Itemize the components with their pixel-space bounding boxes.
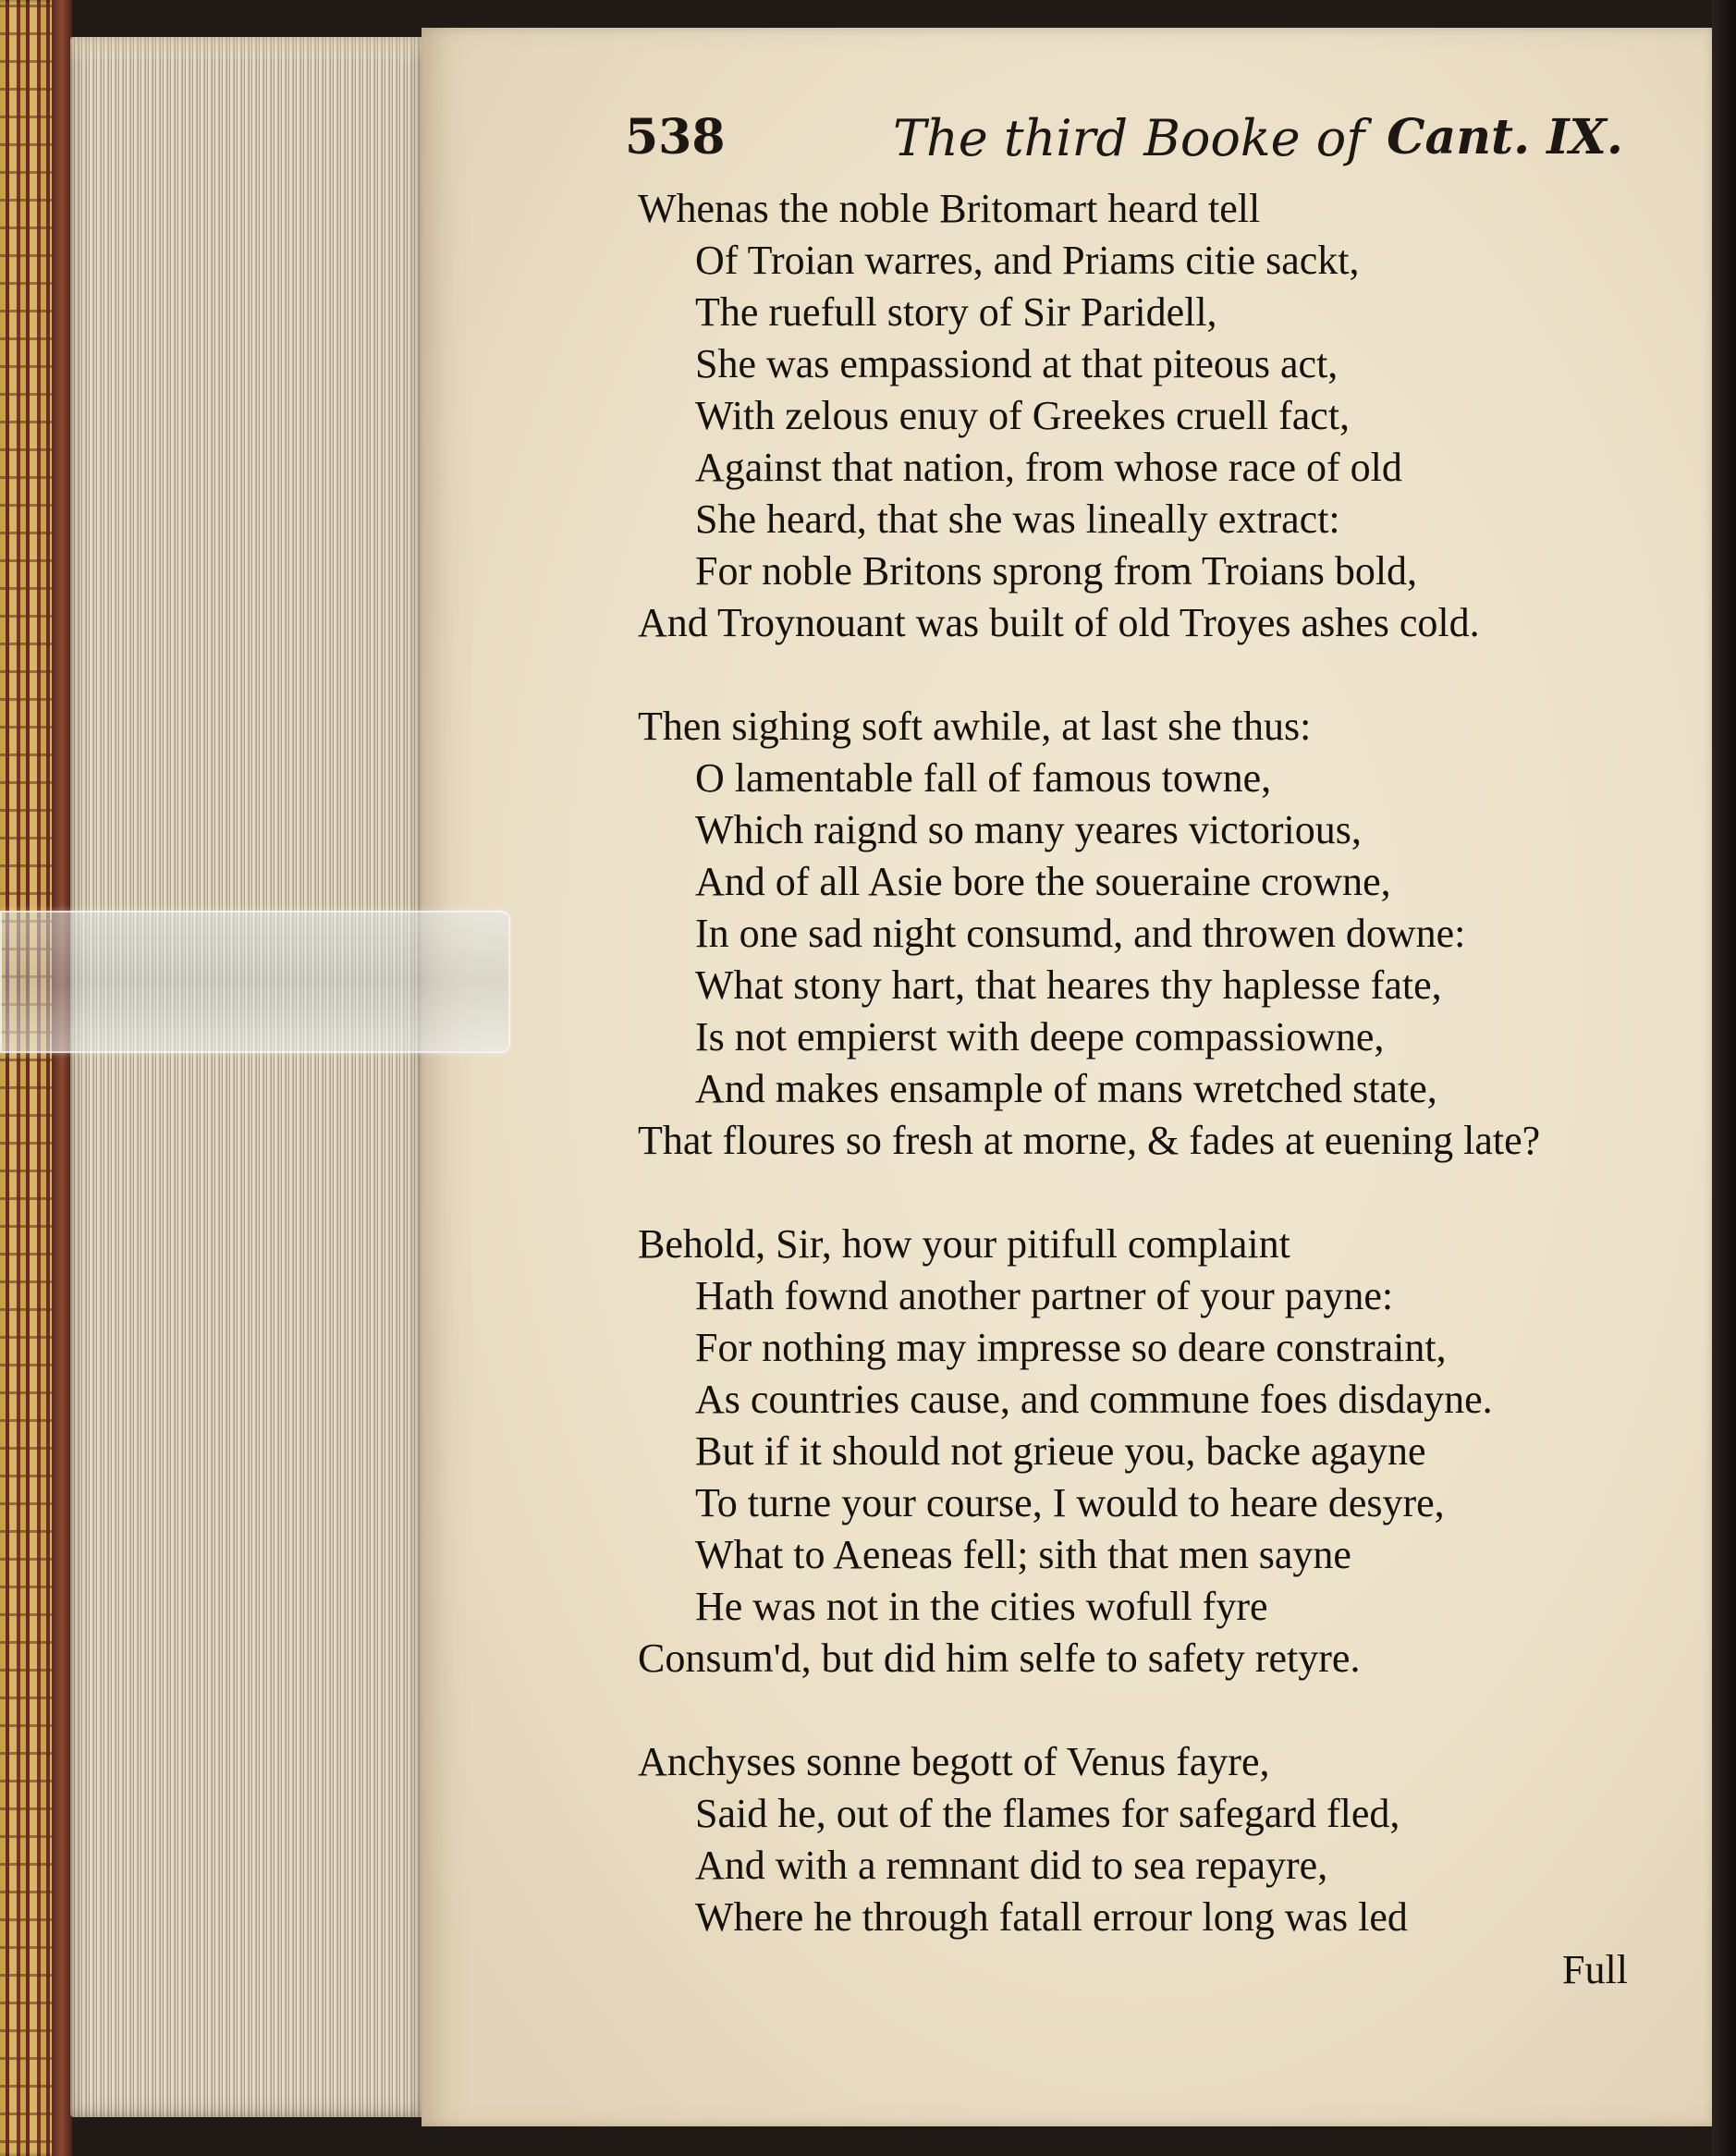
- verse-line: What stony hart, that heares thy haplesse fate,: [695, 962, 1442, 1008]
- canto-label: Cant. IX.: [1387, 109, 1623, 165]
- cover-edge: [52, 0, 72, 2156]
- verse-line: And with a remnant did to sea repayre,: [695, 1843, 1328, 1888]
- verse-line: And Troynouant was built of old Troyes ashes cold.: [638, 600, 1480, 645]
- book-title: The third Booke of: [893, 109, 1365, 167]
- page-number: 538: [625, 109, 726, 165]
- verse-line: As countries cause, and commune foes disdayne.: [695, 1377, 1493, 1422]
- verse-line: What to Aeneas fell; sith that men sayne: [695, 1532, 1351, 1577]
- verse-line: Hath fownd another partner of your payne:: [695, 1273, 1394, 1318]
- right-shadow: [1712, 0, 1736, 2156]
- verse-line: Is not empierst with deepe compassiowne,: [695, 1014, 1385, 1060]
- verse-line: With zelous enuy of Greekes cruell fact,: [695, 393, 1351, 438]
- verse-line: Anchyses sonne begott of Venus fayre,: [638, 1739, 1270, 1784]
- verse-line: The ruefull story of Sir Paridell,: [695, 289, 1217, 335]
- verse-line: And of all Asie bore the soueraine crowne,: [695, 859, 1391, 904]
- verse-line: She heard, that she was lineally extract:: [695, 496, 1340, 542]
- verse-line: But if it should not grieue you, backe agayne: [695, 1428, 1426, 1474]
- running-head: [625, 109, 1623, 174]
- verse-line: O lamentable fall of famous towne,: [695, 755, 1272, 801]
- clear-page-clamp: [0, 911, 510, 1053]
- verse-line: Said he, out of the flames for safegard fled,: [695, 1791, 1400, 1836]
- verse-line: Whenas the noble Britomart heard tell: [638, 186, 1261, 231]
- verse-line: For nothing may impresse so deare constraint,: [695, 1325, 1447, 1370]
- verse-line: Where he through fatall errour long was led: [695, 1894, 1408, 1940]
- verse-line: Against that nation, from whose race of old: [695, 445, 1402, 490]
- verse-line: Of Troian warres, and Priams citie sackt,: [695, 238, 1360, 283]
- verse-line: To turne your course, I would to heare desyre,: [695, 1480, 1445, 1525]
- stanza-2: [638, 701, 1636, 1167]
- stanza-1: [638, 183, 1636, 649]
- verse-line: That floures so fresh at morne, & fades at euening late?: [638, 1118, 1541, 1163]
- verse-line: For noble Britons sprong from Troians bold,: [695, 548, 1418, 594]
- verse-line: And makes ensample of mans wretched state,: [695, 1066, 1437, 1111]
- verse-line: She was empassiond at that piteous act,: [695, 341, 1339, 386]
- catchword: Full: [1562, 1947, 1628, 1992]
- verse-line: In one sad night consumd, and throwen downe:: [695, 911, 1466, 956]
- page-edges-highlight: [70, 37, 422, 65]
- stanza-3: [638, 1219, 1636, 1684]
- verse-line: Then sighing soft awhile, at last she thus:: [638, 704, 1312, 749]
- verse-line: Consum'd, but did him selfe to safety retyre.: [638, 1635, 1361, 1681]
- verse-line: He was not in the cities wofull fyre: [695, 1584, 1268, 1629]
- poem-text: [638, 183, 1636, 1995]
- verse-line: Behold, Sir, how your pitifull complaint: [638, 1221, 1290, 1267]
- stanza-4: [638, 1736, 1636, 1943]
- verse-line: Which raignd so many yeares victorious,: [695, 807, 1362, 852]
- page-edges-stack: [70, 37, 422, 2117]
